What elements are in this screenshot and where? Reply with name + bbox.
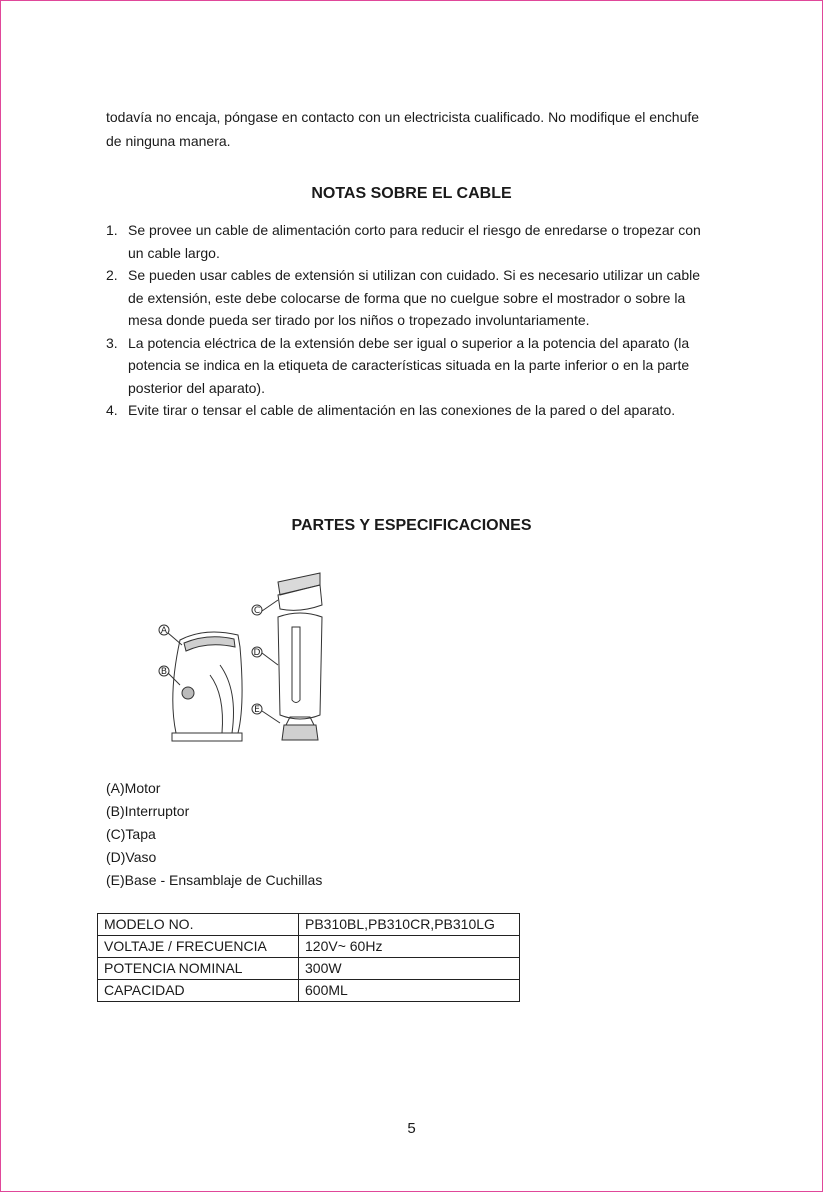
label-e: E <box>254 705 260 715</box>
part-item: (A)Motor <box>106 780 161 796</box>
label-d: D <box>253 648 261 658</box>
cable-notes-title: NOTAS SOBRE EL CABLE <box>311 185 512 202</box>
cable-note-1 <box>106 219 756 264</box>
cable-note-line: posterior del aparato). <box>128 379 265 396</box>
spec-label: CAPACIDAD <box>98 980 299 1002</box>
parts-specs-title: PARTES Y ESPECIFICACIONES <box>291 517 532 534</box>
cable-note-line: potencia se indica en la etiqueta de características situada en la parte inferior o en la parte <box>128 357 690 373</box>
part-item: (C)Tapa <box>106 826 156 842</box>
blade-base <box>282 725 318 740</box>
part-item: (B)Interruptor <box>106 803 190 819</box>
spec-label: VOLTAJE / FRECUENCIA <box>98 936 299 958</box>
label-c: C <box>253 606 261 616</box>
cable-note-2 <box>106 264 756 332</box>
cable-note-line: Evite tirar o tensar el cable de alimentación en las conexiones de la pared o del aparato. <box>128 402 676 418</box>
table-row <box>98 936 520 958</box>
spec-value: PB310BL,PB310CR,PB310LG <box>299 914 520 936</box>
cable-note-line: Se pueden usar cables de extensión si utilizan con cuidado. Si es necesario utilizar un cable <box>128 267 701 283</box>
cable-note-4 <box>106 399 756 422</box>
cable-note-line: La potencia eléctrica de la extensión debe ser igual o superior a la potencia del aparato (la <box>128 334 690 351</box>
cable-note-number: 2. <box>106 267 118 283</box>
spec-value: 600ML <box>299 980 520 1002</box>
spec-value: 120V~ 60Hz <box>299 936 520 958</box>
intro-line-1: todavía no encaja, póngase en contacto con un electricista cualificado. No modifique el enchufe <box>106 109 700 125</box>
cable-note-line: mesa donde pueda ser tirado por los niños o tropezado involuntariamente. <box>128 312 590 328</box>
table-row <box>98 914 520 936</box>
spec-label: MODELO NO. <box>98 914 299 936</box>
spec-value: 300W <box>299 958 520 980</box>
cable-note-number: 1. <box>106 222 118 238</box>
part-item: (E)Base - Ensamblaje de Cuchillas <box>106 872 323 888</box>
specs-table <box>97 913 520 1002</box>
cable-notes-list <box>106 219 756 422</box>
cable-note-3 <box>106 332 756 400</box>
page-number: 5 <box>407 1120 416 1137</box>
cable-note-line: un cable largo. <box>128 244 220 261</box>
blender-diagram <box>150 565 340 750</box>
label-b: B <box>160 667 168 677</box>
intro-paragraph <box>106 105 746 153</box>
motor-base-body <box>173 632 242 733</box>
cable-note-number: 4. <box>106 402 118 418</box>
intro-line-2: de ninguna manera. <box>106 133 231 149</box>
table-row <box>98 980 520 1002</box>
cable-note-number: 3. <box>106 334 118 351</box>
lid-cap <box>278 573 320 595</box>
cable-note-line: de extensión, este debe colocarse de forma que no cuelgue sobre el mostrador o sobre la <box>128 289 686 306</box>
parts-list <box>106 777 322 892</box>
switch-button-icon <box>182 687 194 699</box>
part-item: (D)Vaso <box>106 849 157 865</box>
cable-note-line: Se provee un cable de alimentación corto para reducir el riesgo de enredarse o tropezar con <box>128 222 701 238</box>
table-row <box>98 958 520 980</box>
label-a: A <box>160 626 168 636</box>
spec-label: POTENCIA NOMINAL <box>98 958 299 980</box>
